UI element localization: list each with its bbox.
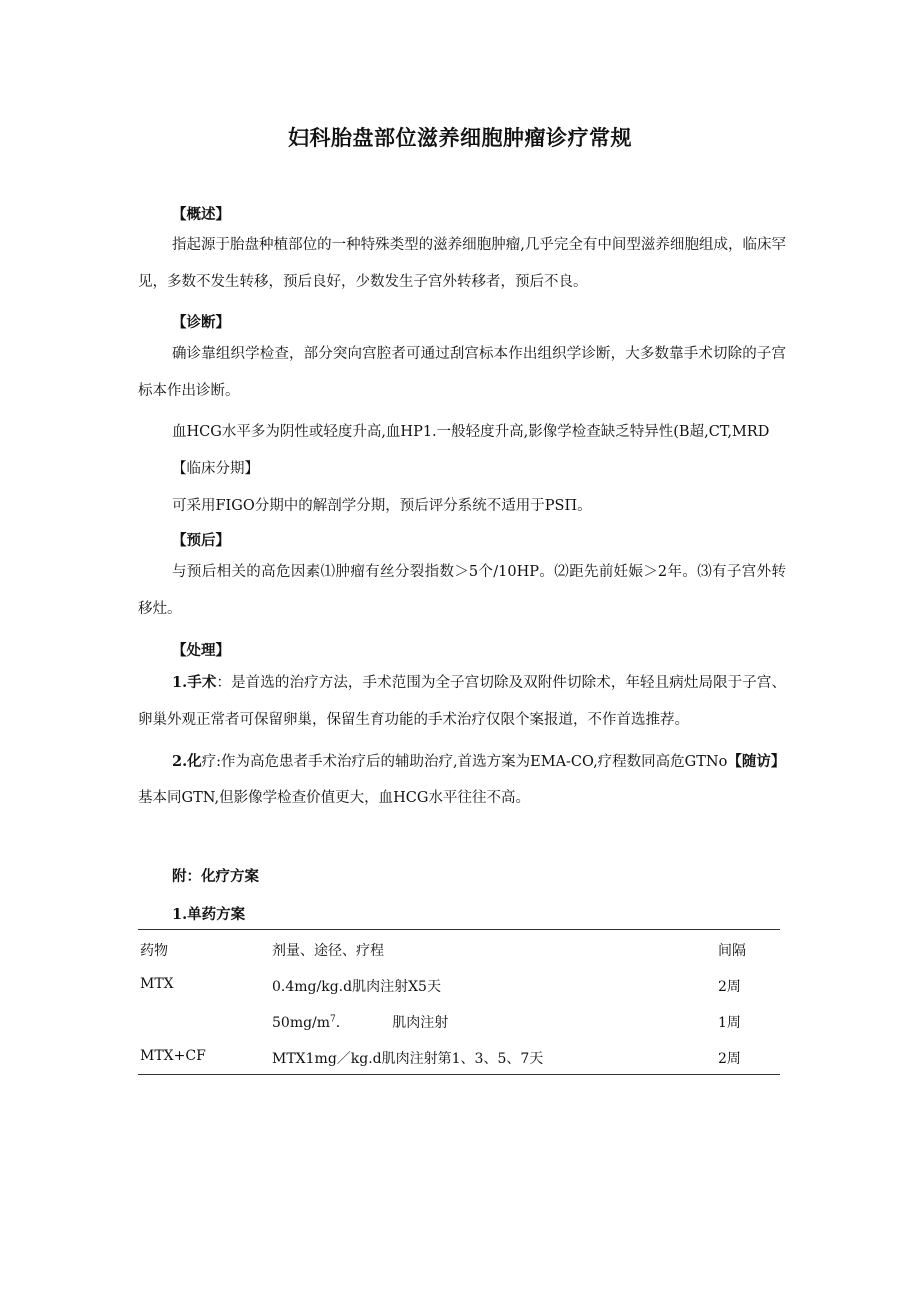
overview-heading: 【概述】	[172, 206, 230, 223]
diagnosis-text-2: 血HCG水平多为阴性或轻度升高,血HP1.一般轻度升高,影像学检查缺乏特异性(B超,CT,MRD	[172, 424, 770, 440]
row-dose: 0.4mg/kg.d肌肉注射X5天	[272, 979, 441, 995]
treatment-item-1-lead: 1.手术	[172, 674, 217, 691]
appendix-heading: 附：化疗方案	[172, 868, 259, 885]
row-dose: MTX1mg／kg.d肌肉注射第1、3、5、7天	[272, 1051, 544, 1067]
regimen-table	[138, 929, 780, 1075]
followup-text: 基本同GTN,但影像学检查价值更大，血HCG水平往往不高。	[138, 790, 530, 806]
treatment-item-1	[138, 664, 786, 739]
appendix-subheading: 1.单药方案	[172, 906, 246, 923]
table-bottom-rule	[138, 1074, 780, 1075]
row-drug: MTX+CF	[140, 1048, 206, 1064]
row-interval: 2周	[718, 1051, 741, 1067]
table-header-row	[138, 930, 780, 966]
row-interval: 1周	[718, 1015, 741, 1031]
table-row	[138, 1038, 780, 1074]
prognosis-text: 与预后相关的高危因素⑴肿瘤有丝分裂指数＞5个/10HP。⑵距先前妊娠＞2年。⑶有子宫外转移灶。	[138, 564, 786, 617]
header-dose: 剂量、途径、疗程	[272, 943, 384, 959]
treatment-item-2	[172, 750, 785, 771]
treatment-item-2-text: 疗:作为高危患者手术治疗后的辅助治疗,首选方案为EMA-CO,疗程数同高危GTNo	[201, 754, 728, 770]
row-interval: 2周	[718, 979, 741, 995]
diagnosis-text-1: 确诊靠组织学检查，部分突向宫腔者可通过刮宫标本作出组织学诊断，大多数靠手术切除的子宫标本作出诊断。	[138, 346, 786, 399]
diagnosis-heading: 【诊断】	[172, 314, 230, 331]
row-dose-period: .	[335, 1015, 341, 1031]
treatment-item-1-text: ：是首选的治疗方法，手术范围为全子宫切除及双附件切除术，年轻且病灶局限于子宫、卵巢外观正常者可保留卵巢，保留生育功能的手术治疗仅限个案报道，不作首选推荐。	[138, 675, 787, 728]
header-interval: 间隔	[718, 943, 746, 959]
row-dose-amount: 50mg/m	[272, 1015, 331, 1031]
table-row	[138, 1002, 780, 1038]
overview-text: 指起源于胎盘种植部位的一种特殊类型的滋养细胞肿瘤,几乎完全有中间型滋养细胞组成，临床罕见，多数不发生转移，预后良好，少数发生子宫外转移者，预后不良。	[138, 237, 786, 290]
treatment-item-2-lead: 2.化	[172, 753, 202, 770]
staging-text: 可采用FIGO分期中的解剖学分期，预后评分系统不适用于PSΠ。	[172, 498, 592, 514]
row-dose-route: 肌肉注射	[392, 1015, 449, 1031]
row-dose	[272, 1012, 448, 1032]
document-title: 妇科胎盘部位滋养细胞肿瘤诊疗常规	[288, 126, 632, 150]
row-drug: MTX	[140, 976, 174, 992]
treatment-heading: 【处理】	[172, 642, 230, 659]
staging-heading: 【临床分期】	[172, 461, 259, 477]
row-dose-superscript: 7	[330, 1014, 336, 1025]
followup-heading: 【随访】	[727, 753, 786, 770]
table-row	[138, 966, 780, 1002]
header-drug: 药物	[140, 943, 168, 959]
prognosis-heading: 【预后】	[172, 532, 230, 549]
